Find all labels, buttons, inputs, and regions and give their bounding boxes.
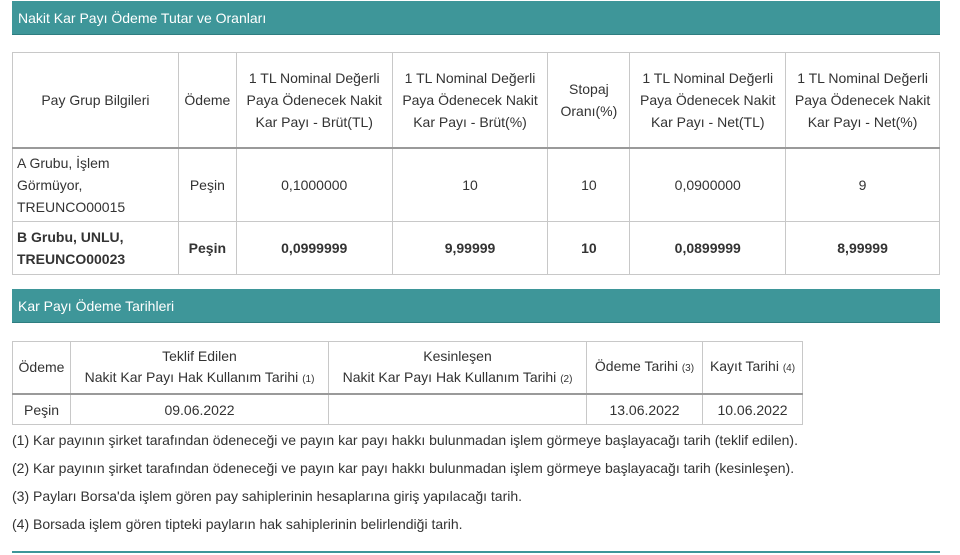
cell-payment: Peşin	[13, 394, 71, 425]
cell-payment: Peşin	[178, 148, 236, 222]
col-header-payment: Ödeme	[178, 53, 236, 149]
cell-share-group: A Grubu, İşlem Görmüyor, TREUNCO00015	[13, 148, 179, 222]
section-header-payment-amounts	[12, 1, 940, 35]
section-title: Kar Payı Ödeme Tarihleri	[18, 297, 175, 314]
col-header-payment: Ödeme	[13, 342, 71, 395]
cell-net-pct: 9	[786, 148, 940, 222]
cell-withholding: 10	[548, 148, 630, 222]
section-header-payment-dates	[12, 289, 940, 323]
cell-payment: Peşin	[178, 222, 236, 275]
cell-share-group: B Grubu, UNLU, TREUNCO00023	[13, 222, 179, 275]
footnote-2: (2) Kar payının şirket tarafından ödeneceği ve payın kar payı hakkı bulunmadan işlem görmeye başlayacağı tarih (kesinleşen).	[12, 460, 795, 476]
cell-net-tl: 0,0900000	[630, 148, 786, 222]
cell-withholding: 10	[548, 222, 630, 275]
table-header-row	[13, 53, 940, 149]
footnote-1: (1) Kar payının şirket tarafından ödeneceği ve payın kar payı hakkı bulunmadan işlem görmeye başlayacağı tarih (teklif edilen).	[12, 432, 798, 448]
cell-record-date: 10.06.2022	[703, 394, 803, 425]
section-title: Nakit Kar Payı Ödeme Tutar ve Oranları	[18, 9, 267, 26]
table-row	[13, 222, 940, 275]
dividend-dates-table	[12, 341, 803, 425]
dividend-amounts-table	[12, 52, 940, 275]
cell-gross-tl: 0,0999999	[236, 222, 392, 275]
col-header-share-group: Pay Grup Bilgileri	[13, 53, 179, 149]
col-header-record-date: Kayıt Tarihi (4)	[703, 342, 803, 395]
cell-finalized-date	[329, 394, 587, 425]
cell-net-pct: 8,99999	[786, 222, 940, 275]
col-header-finalized-date: Kesinleşen Nakit Kar Payı Hak Kullanım Tarihi (2)	[329, 342, 587, 395]
cell-gross-pct: 9,99999	[392, 222, 548, 275]
cell-payment-date: 13.06.2022	[587, 394, 703, 425]
cell-offered-date: 09.06.2022	[71, 394, 329, 425]
col-header-payment-date: Ödeme Tarihi (3)	[587, 342, 703, 395]
cell-gross-tl: 0,1000000	[236, 148, 392, 222]
cell-net-tl: 0,0899999	[630, 222, 786, 275]
col-header-gross-pct: 1 TL Nominal Değerli Paya Ödenecek Nakit Kar Payı - Brüt(%)	[392, 53, 548, 149]
table-header-row	[13, 342, 803, 395]
footnote-3: (3) Payları Borsa'da işlem gören pay sahiplerinin hesaplarına giriş yapılacağı tarih.	[12, 488, 523, 504]
col-header-offered-date: Teklif Edilen Nakit Kar Payı Hak Kullanım Tarihi (1)	[71, 342, 329, 395]
col-header-gross-tl: 1 TL Nominal Değerli Paya Ödenecek Nakit Kar Payı - Brüt(TL)	[236, 53, 392, 149]
table-row	[13, 148, 940, 222]
col-header-net-tl: 1 TL Nominal Değerli Paya Ödenecek Nakit Kar Payı - Net(TL)	[630, 53, 786, 149]
cell-gross-pct: 10	[392, 148, 548, 222]
footnote-4: (4) Borsada işlem gören tipteki payların hak sahiplerinin belirlendiği tarih.	[12, 516, 463, 532]
table-row	[13, 394, 803, 425]
col-header-withholding: Stopaj Oranı(%)	[548, 53, 630, 149]
divider	[12, 551, 940, 553]
col-header-net-pct: 1 TL Nominal Değerli Paya Ödenecek Nakit Kar Payı - Net(%)	[786, 53, 940, 149]
